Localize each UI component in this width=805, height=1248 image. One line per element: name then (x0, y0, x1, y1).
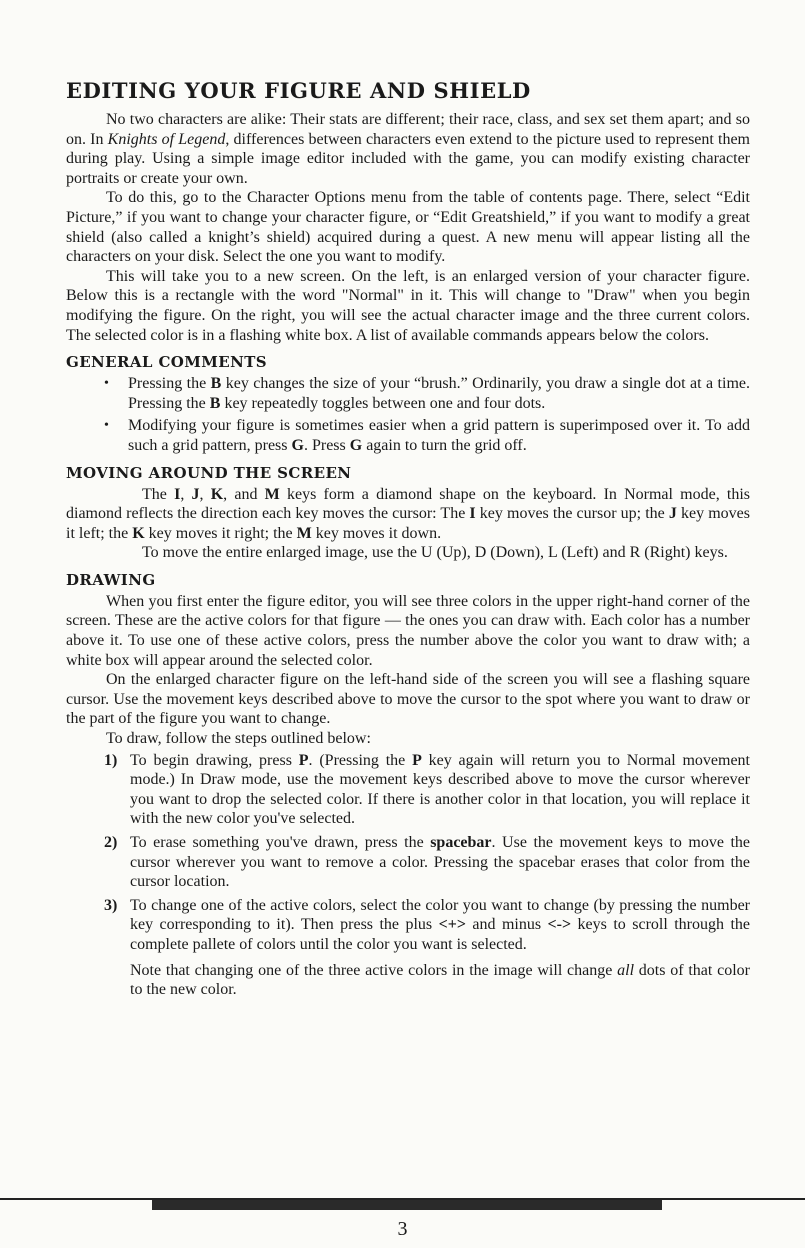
intro-paragraph-2: To do this, go to the Character Options menu from the table of contents page. There, select “Edit Picture,” if you want to change your character figure, or “Edit Greatshield,” if you want to modify a great shield (also called a knight’s shield) acquired during a quest. A new menu will appear listing all the characters on your disk. Select the one you want to modify. (66, 189, 750, 266)
intro-paragraph-1: No two characters are alike: Their stats are different; their race, class, and sex set them apart; and so on. In Knights of Legend, differences between characters even extend to the picture used to represent them during play. Using a simple image editor included with the game, you can modify existing character portraits or create your own. (66, 111, 750, 187)
step-item: 2) To erase something you've drawn, press the spacebar. Use the movement keys to move the cursor wherever you want to remove a color. Pressing the spacebar erases that color from the cursor location. (104, 834, 750, 891)
intro-paragraph-3: This will take you to a new screen. On the left, is an enlarged version of your character figure. Below this is a rectangle with the word "Normal" in it. This will change to "Draw" when you begin modifying the figure. On the right, you will see the actual character image and the three current colors. The selected color is in a flashing white box. A list of available commands appears below the colors. (66, 267, 750, 344)
drawing-note: Note that changing one of the three active colors in the image will change all dots of that color to the new color. (130, 961, 750, 999)
page-title: EDITING YOUR FIGURE AND SHIELD (66, 78, 531, 103)
drawing-paragraph-3: To draw, follow the steps outlined below: (106, 730, 371, 748)
step-item: 1) To begin drawing, press P. (Pressing the P key again will return you to Normal movement mode.) In Draw mode, use the movement keys described above to move the cursor wherever you want to drop the selected color. If there is another color in that location, you will replace it with the new color you've selected. (104, 751, 751, 828)
page-number: 3 (397, 1218, 408, 1240)
step-item: 3) To change one of the active colors, select the color you want to change (by pressing the number key corresponding to it). Then press the plus <+> and minus <-> keys to scroll through the complete pallete of colors until the color you want is selected. (104, 896, 751, 953)
moving-paragraph-1: The I, J, K, and M keys form a diamond shape on the keyboard. In Normal mode, this diamond reflects the direction each key moves the cursor: The I key moves the cursor up; the J key moves it left; the K key moves it right; the M key moves it down. (66, 485, 751, 542)
drawing-heading: DRAWING (66, 570, 156, 589)
list-item: • Pressing the B key changes the size of your “brush.” Ordinarily, you draw a single dot at a time. Pressing the B key repeatedly toggles between one and four dots. (104, 375, 750, 412)
general-comments-heading: GENERAL COMMENTS (66, 353, 268, 372)
game-title: Knights of Legend (107, 130, 226, 148)
manual-page (66, 78, 750, 1000)
moving-heading: MOVING AROUND THE SCREEN (66, 463, 352, 482)
drawing-steps (66, 751, 750, 955)
drawing-paragraph-1: When you first enter the figure editor, you will see three colors in the upper right-hand corner of the screen. These are the active colors for that figure — the ones you can draw with. Each color has a number above it. To use one of these active colors, press the number above the color you want to draw with; a white box will appear around the selected color. (66, 592, 750, 669)
bullet-icon: • (104, 418, 109, 434)
general-comments-list (66, 374, 750, 455)
drawing-paragraph-2: On the enlarged character figure on the left-hand side of the screen you will see a flashing square cursor. Use the movement keys described above to move the cursor to the spot where you want to draw or the part of the figure you want to change. (66, 671, 750, 728)
footer-bar (152, 1200, 662, 1210)
bullet-icon: • (104, 376, 109, 392)
moving-paragraph-2: To move the entire enlarged image, use the U (Up), D (Down), L (Left) and R (Right) keys. (142, 544, 728, 562)
list-item: • Modifying your figure is sometimes easier when a grid pattern is superimposed over it. To add such a grid pattern, press G. Press G again to turn the grid off. (104, 417, 750, 454)
